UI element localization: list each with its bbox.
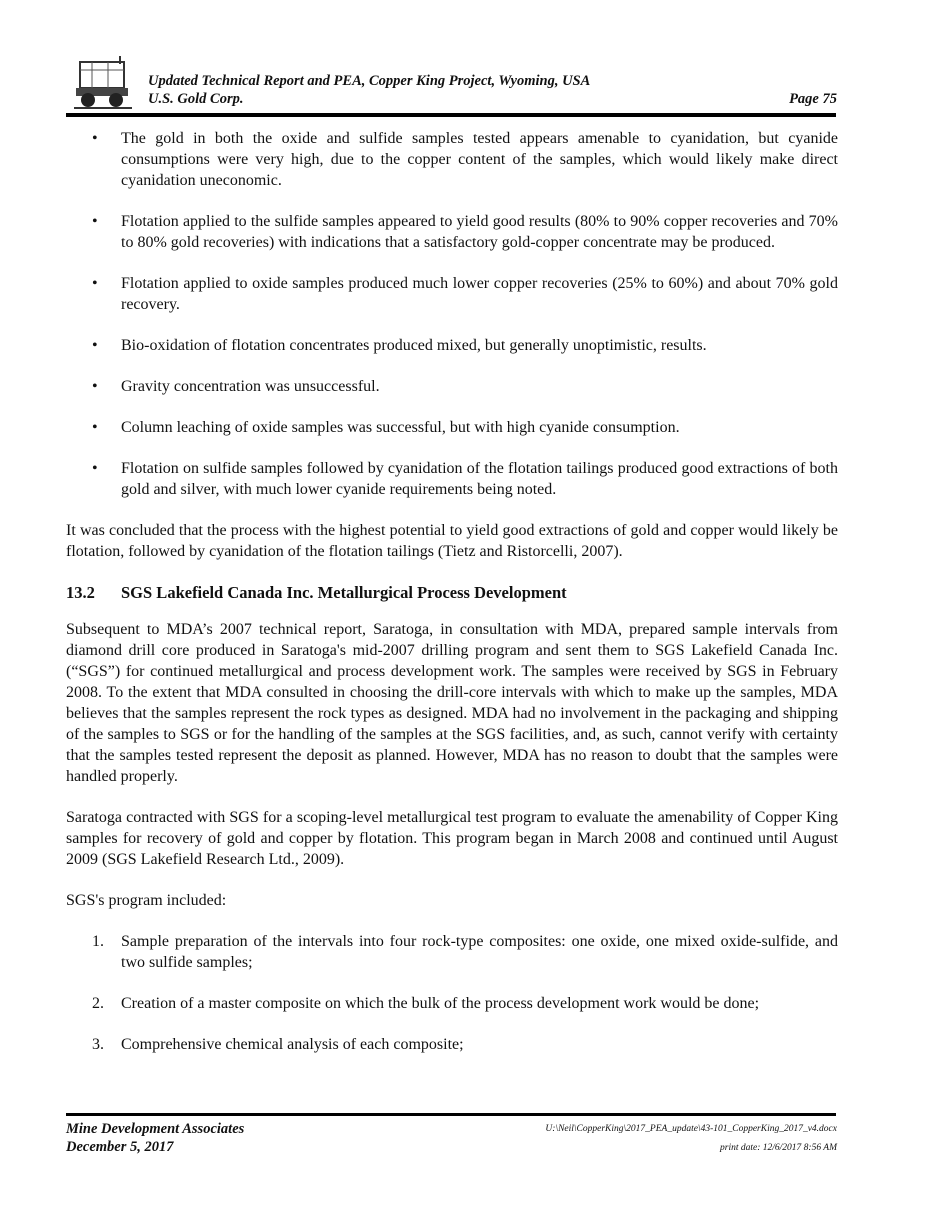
mining-cart-logo-icon [72, 54, 134, 112]
bullet-item: • The gold in both the oxide and sulfide samples tested appears amenable to cyanidation, but cyanide consumptions were very high, due to the copper content of the samples, which would likely make direct cyanidation uneconomic. [92, 130, 838, 189]
bullet-item: • Flotation on sulfide samples followed by cyanidation of the flotation tailings produced good extractions of both gold and silver, with much lower cyanide requirements being noted. [92, 460, 838, 498]
paragraph: SGS's program included: [66, 892, 227, 909]
document-body [66, 128, 838, 1075]
numbered-item: 3. Comprehensive chemical analysis of each composite; [92, 1036, 464, 1053]
company-name: U.S. Gold Corp. [148, 91, 244, 107]
bullet-item: • Gravity concentration was unsuccessful. [92, 378, 380, 395]
report-title: Updated Technical Report and PEA, Copper King Project, Wyoming, USA [148, 73, 591, 89]
footer-date: December 5, 2017 [66, 1139, 174, 1155]
footer-rule [66, 1113, 836, 1116]
section-number: 13.2 [66, 583, 95, 602]
header-rule [66, 113, 836, 117]
footer-company: Mine Development Associates [66, 1121, 245, 1137]
numbered-item: 2. Creation of a master composite on which the bulk of the process development work would be done; [92, 995, 760, 1012]
paragraph: Subsequent to MDA’s 2007 technical report, Saratoga, in consultation with MDA, prepared sample intervals from diamond drill core produced in Saratoga's mid-2007 drilling program and sent them to SGS Lakefield Canada Inc. (“SGS”) for continued metallurgical and process development work. The samples were received by SGS in February 2008. To the extent that MDA consulted in choosing the drill-core intervals with which to make up the samples, MDA believes that the samples represent the rock types as designed. MDA had no involvement in the packaging and shipping of the samples to SGS or for the handling of the samples at the SGS facilities, and, as such, cannot verify with certainty that the samples tested represent the deposit as planned. However, MDA has no reason to doubt that the samples were handled properly. [66, 621, 838, 785]
numbered-item: 1. Sample preparation of the intervals into four rock-type composites: one oxide, one mixed oxide-sulfide, and two sulfide samples; [92, 933, 838, 971]
bullet-item: • Column leaching of oxide samples was successful, but with high cyanide consumption. [92, 419, 680, 436]
section-heading [66, 582, 838, 603]
bullet-item: • Bio-oxidation of flotation concentrates produced mixed, but generally unoptimistic, results. [92, 337, 707, 354]
paragraph: Saratoga contracted with SGS for a scoping-level metallurgical test program to evaluate the amenability of Copper King samples for recovery of gold and copper by flotation. This program began in March 2008 and continued until August 2009 (SGS Lakefield Research Ltd., 2009). [66, 809, 838, 868]
conclusion-paragraph: It was concluded that the process with the highest potential to yield good extractions of gold and copper would likely be flotation, followed by cyanidation of the flotation tailings (Tietz and Ristorcelli, 2007). [66, 522, 838, 560]
section-title: SGS Lakefield Canada Inc. Metallurgical Process Development [121, 583, 567, 602]
bullet-item: • Flotation applied to oxide samples produced much lower copper recoveries (25% to 60%) and about 70% gold recovery. [92, 275, 838, 313]
footer-print-date: print date: 12/6/2017 8:56 AM [720, 1143, 837, 1153]
page-number: Page 75 [789, 91, 837, 107]
footer-file-path: U:\Neil\CopperKing\2017_PEA_update\43-101_CopperKing_2017_v4.docx [545, 1124, 837, 1134]
bullet-item: • Flotation applied to the sulfide samples appeared to yield good results (80% to 90% copper recoveries and 70% to 80% gold recoveries) with indications that a satisfactory gold-copper concentrate may be produced. [92, 213, 838, 251]
